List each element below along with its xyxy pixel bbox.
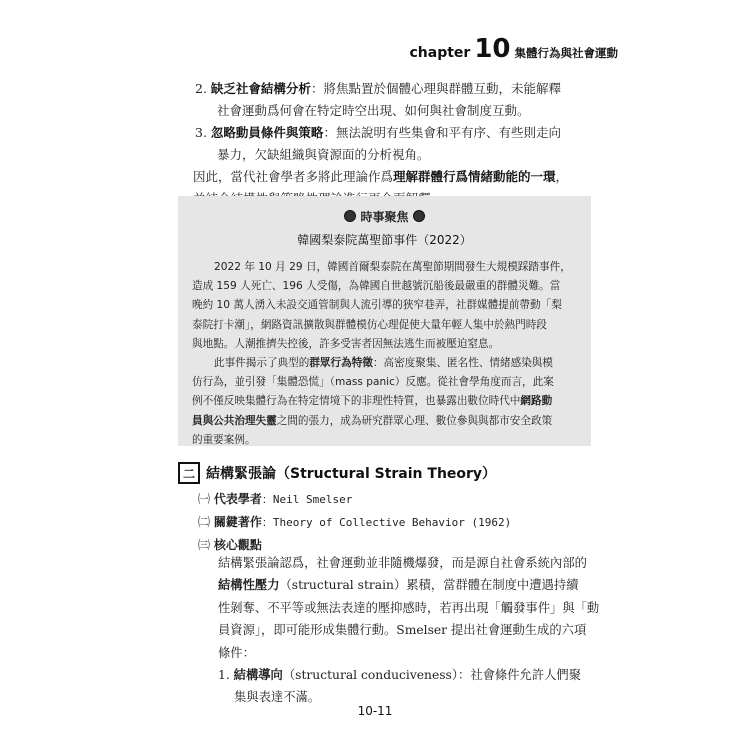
news-focus-box	[178, 196, 591, 446]
chapter-number: 10	[474, 34, 511, 64]
list-item: ㈠ 代表學者：Neil Smelser	[198, 492, 353, 506]
running-header	[409, 36, 618, 62]
news-heading: 時事聚焦	[178, 208, 591, 225]
condition-1: 1. 結構導向（structural conduciveness）：社會條件允許人們聚	[218, 667, 581, 683]
page-number: 10-11	[357, 704, 393, 718]
section-title: 結構緊張論（Structural Strain Theory）	[206, 466, 497, 482]
item-3-label: 忽略動員條件與策略	[210, 125, 324, 140]
news-body: 2022 年 10 月 29 日，韓國首爾梨泰院在萬聖節期間發生大規模踩踏事件， 造成 159 人死亡、196 人受傷，為韓國自世越號沉船後最嚴重的群體災難。當 晚約 10 萬人湧入未設交通管制與人流引導的狹窄巷弄，社群媒體提前帶動「梨 泰院打卡潮」，網路資訊擴散與群體模仿心理促使大量年輕人集中於熱門時段 與地點。人潮推擠失控後，許多受害者因無法逃生而被壓迫窒息。 此事件揭示了典型的群眾行為特徵：高密度聚集、匿名性、情緒感染與模 仿行為，並引發「集體恐慌」（mass panic）反應。從社會學角度而言，此案 例不僅反映集體行為在特定情境下的非理性特質，也暴露出數位時代中網路動 員與公共治理失靈之間的張力，成為研究群眾心理、數位參與與都市安全政策 的重要案例。	[192, 261, 571, 446]
section-items	[198, 488, 608, 557]
chapter-title: 集體行為與社會運動	[514, 46, 618, 60]
section-number-badge: 二	[178, 462, 200, 484]
core-paragraph: 結構緊張論認爲，社會運動並非隨機爆發，而是源自社會系統內部的 結構性壓力（structural strain）累積，當群體在制度中遭遇持續 性剝奪、不平等或無法表達的壓抑感時，若再出現「觸發事件」與「動 員資源」，即可能形成集體行動。Smelser 提出社會運動生成的六項 條件： 1. 結構導向（structural conduciveness）：社會條件允許人們聚 集與表達不滿。	[218, 552, 608, 709]
section-heading	[178, 462, 496, 484]
news-title: 韓國梨泰院萬聖節事件（2022）	[297, 233, 472, 247]
item-2: 2. 缺乏社會結構分析：將焦點置於個體心理與群體互動，未能解釋	[195, 81, 561, 96]
bullet-dot-icon	[344, 210, 356, 222]
item-3: 3. 忽略動員條件與策略：無法說明有些集會和平有序、有些則走向	[195, 125, 561, 140]
list-item: ㈢ 核心觀點	[198, 538, 262, 552]
item-2-label: 缺乏社會結構分析	[210, 81, 311, 96]
conclusion: 因此，當代社會學者多將此理論作爲理解群體行爲情緒動能的一環，	[193, 169, 569, 184]
chapter-label: chapter	[409, 45, 471, 61]
bullet-dot-icon	[413, 210, 425, 222]
top-list: 2. 缺乏社會結構分析：將焦點置於個體心理與群體互動，未能解釋 社會運動爲何會在特定時空出現、如何與社會制度互動。 3. 忽略動員條件與策略：無法說明有些集會和平有序、有些則走向 暴力，欠缺組織與資源面的分析視角。 因此，當代社會學者多將此理論作爲理解群體行爲情緒動能的一環，	[195, 78, 605, 210]
list-item: ㈡ 關鍵著作：Theory of Collective Behavior (1962)	[198, 515, 512, 529]
